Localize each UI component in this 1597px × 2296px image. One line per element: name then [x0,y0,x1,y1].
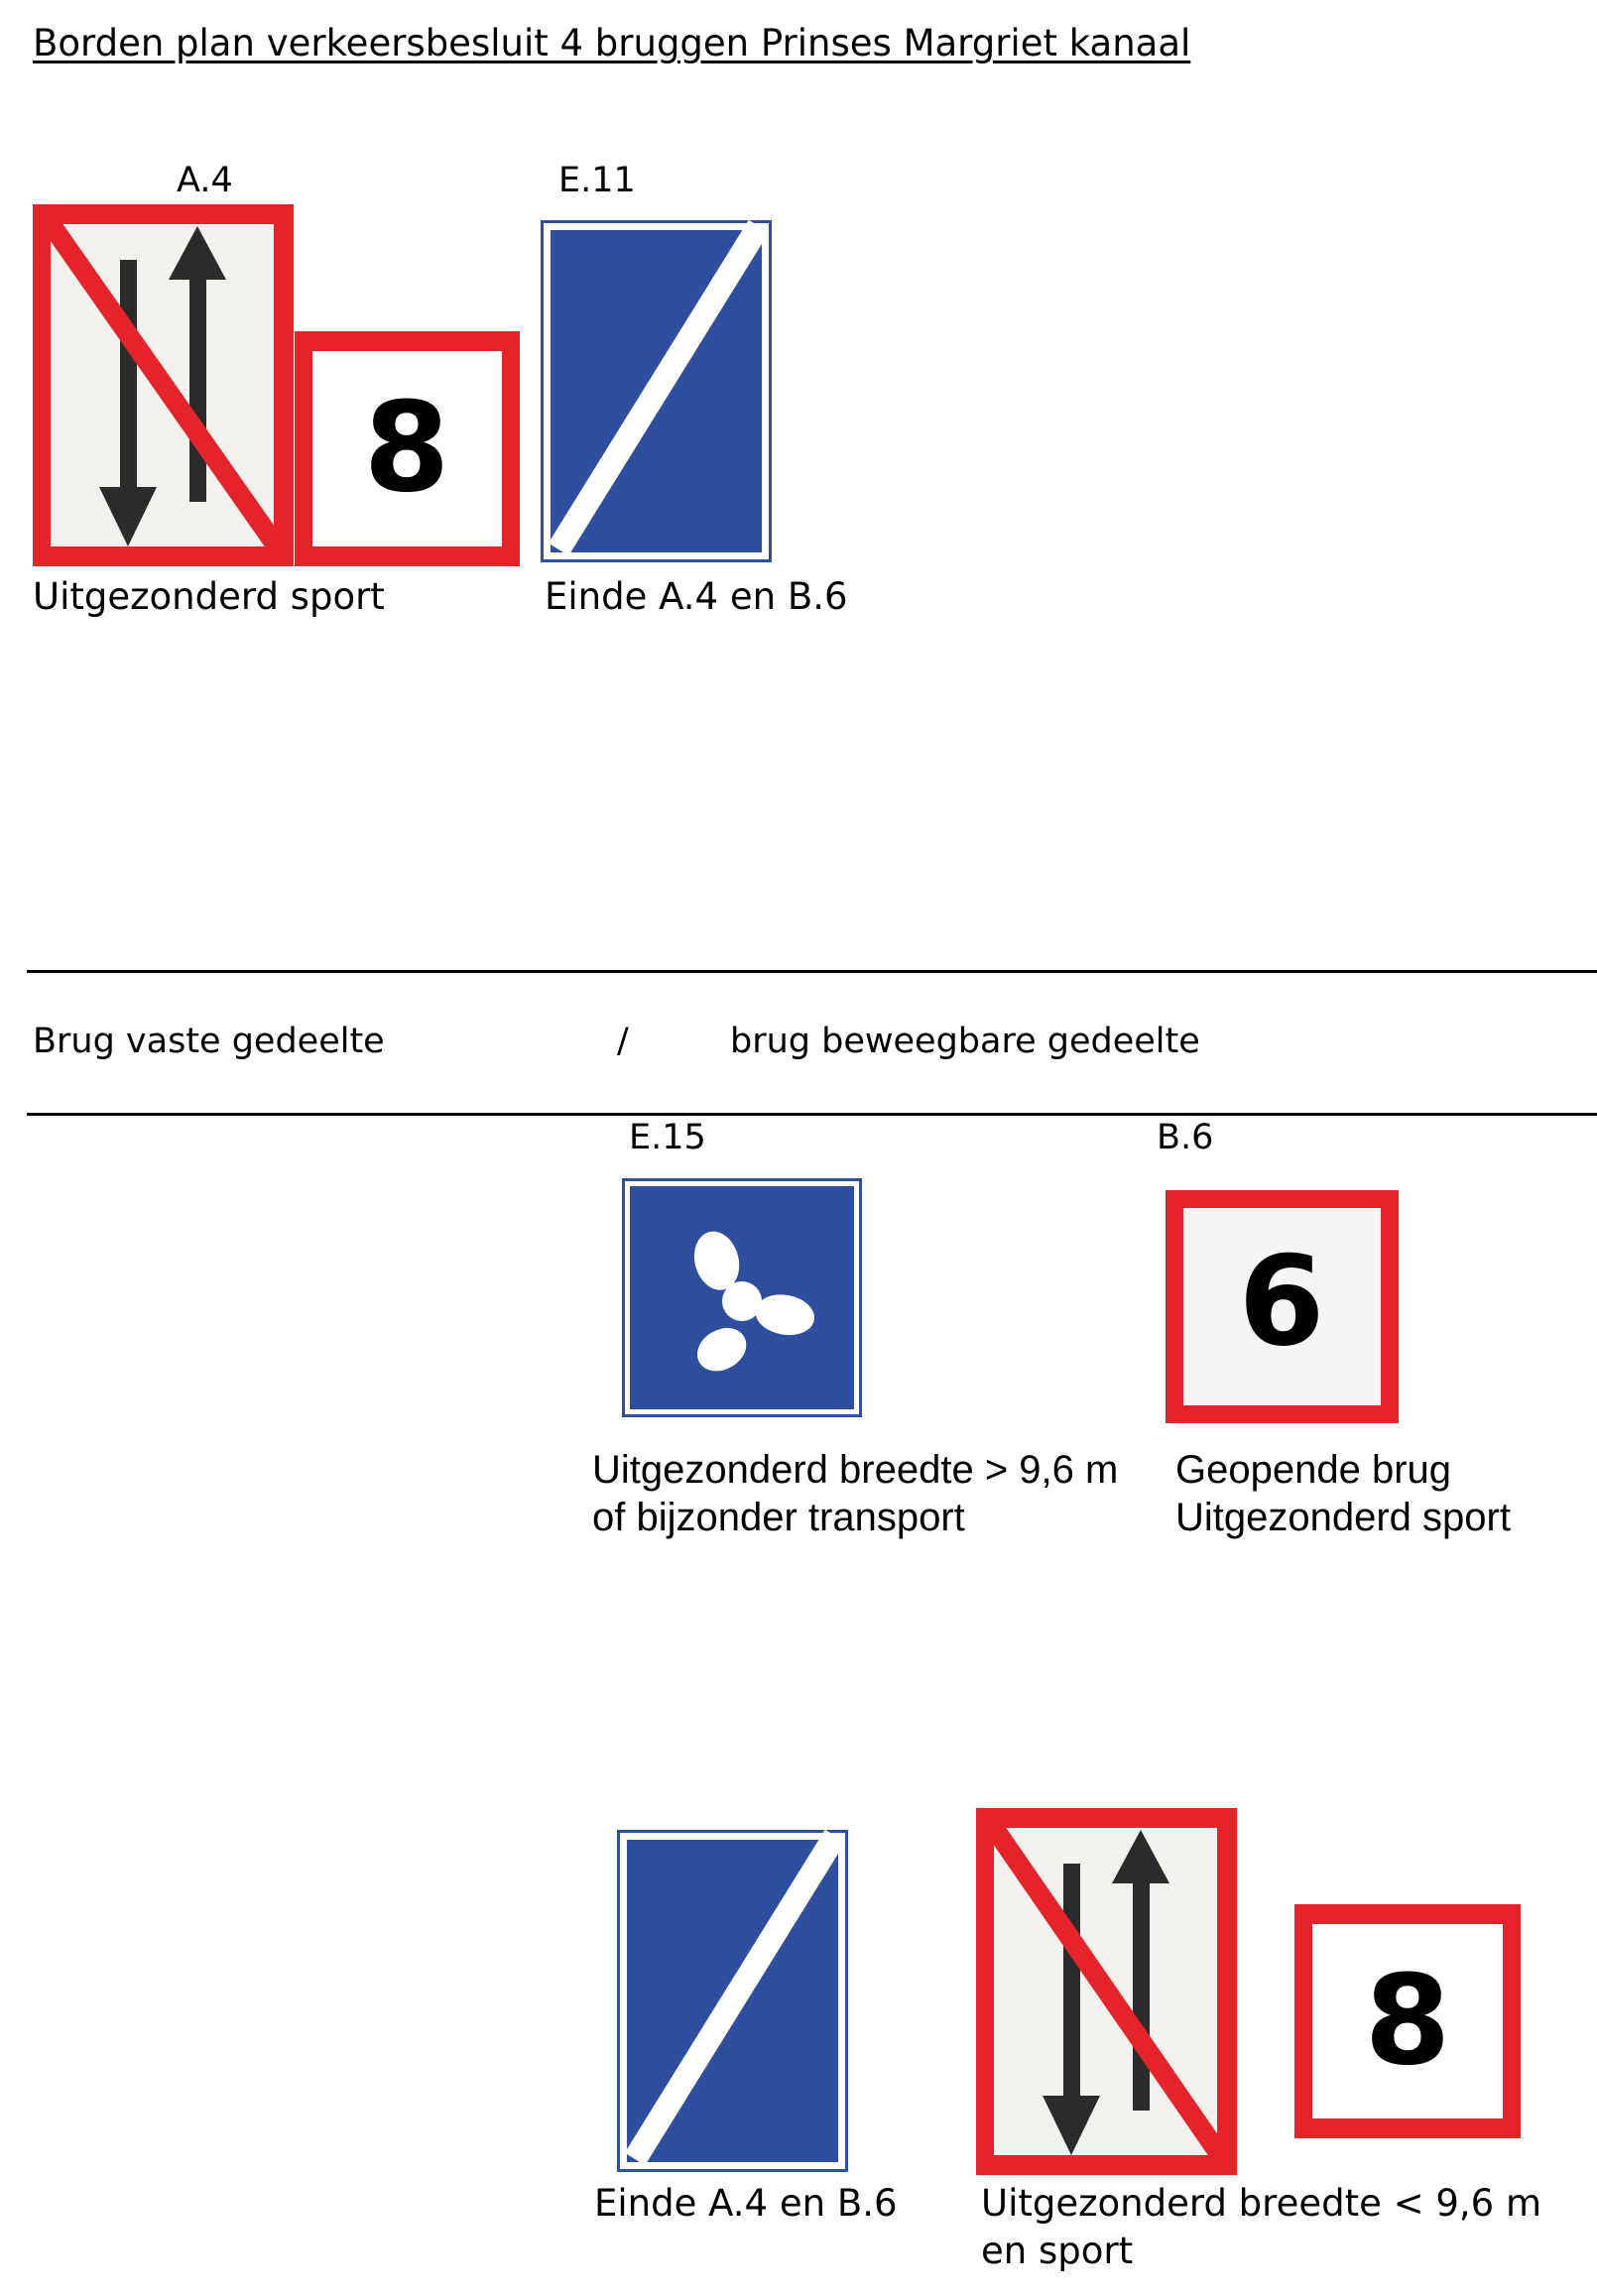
sign-code-b6: B.6 [1157,1118,1214,1157]
caption-e11-bottom: Einde A.4 en B.6 [594,2182,898,2225]
sign-code-e15: E.15 [629,1118,706,1157]
divider-line-top [27,970,1597,973]
caption-b6-line1: Geopende brug [1175,1448,1452,1492]
end-sign-e11-icon [541,220,772,562]
caption-b6-line2: Uitgezonderd sport [1175,1496,1511,1539]
plate-8-sign [295,331,520,566]
plate-6-sign [1166,1190,1399,1423]
divider-line-bottom [27,1113,1597,1116]
plate-8-sign [1294,1904,1521,2138]
no-two-way-traffic-sign-icon [976,1808,1239,2176]
caption-a4-bottom-line1: Uitgezonderd breedte < 9,6 m [981,2182,1542,2225]
plate-number: 8 [1364,1949,1451,2093]
caption-e15-line1: Uitgezonderd breedte > 9,6 m [592,1448,1119,1492]
plate-number: 8 [363,376,450,520]
caption-e15-line2: of bijzonder transport [592,1496,965,1539]
no-two-way-traffic-sign-icon [33,204,296,567]
caption-a4-top: Uitgezonderd sport [33,575,385,618]
plate-number: 6 [1238,1230,1325,1374]
sign-code-e11: E.11 [558,161,636,200]
caption-a4-bottom-line2: en sport [981,2230,1134,2272]
label-movable-part: brug beweegbare gedeelte [730,1022,1200,1061]
sign-code-a4: A.4 [177,161,233,200]
label-fixed-part: Brug vaste gedeelte [33,1022,385,1061]
page-title: Borden plan verkeersbesluit 4 bruggen Prinses Margriet kanaal [33,22,1191,64]
caption-e11-top: Einde A.4 en B.6 [545,575,848,618]
propeller-sign-icon [622,1178,862,1417]
end-sign-e11-icon [617,1830,848,2172]
label-separator: / [617,1022,629,1061]
